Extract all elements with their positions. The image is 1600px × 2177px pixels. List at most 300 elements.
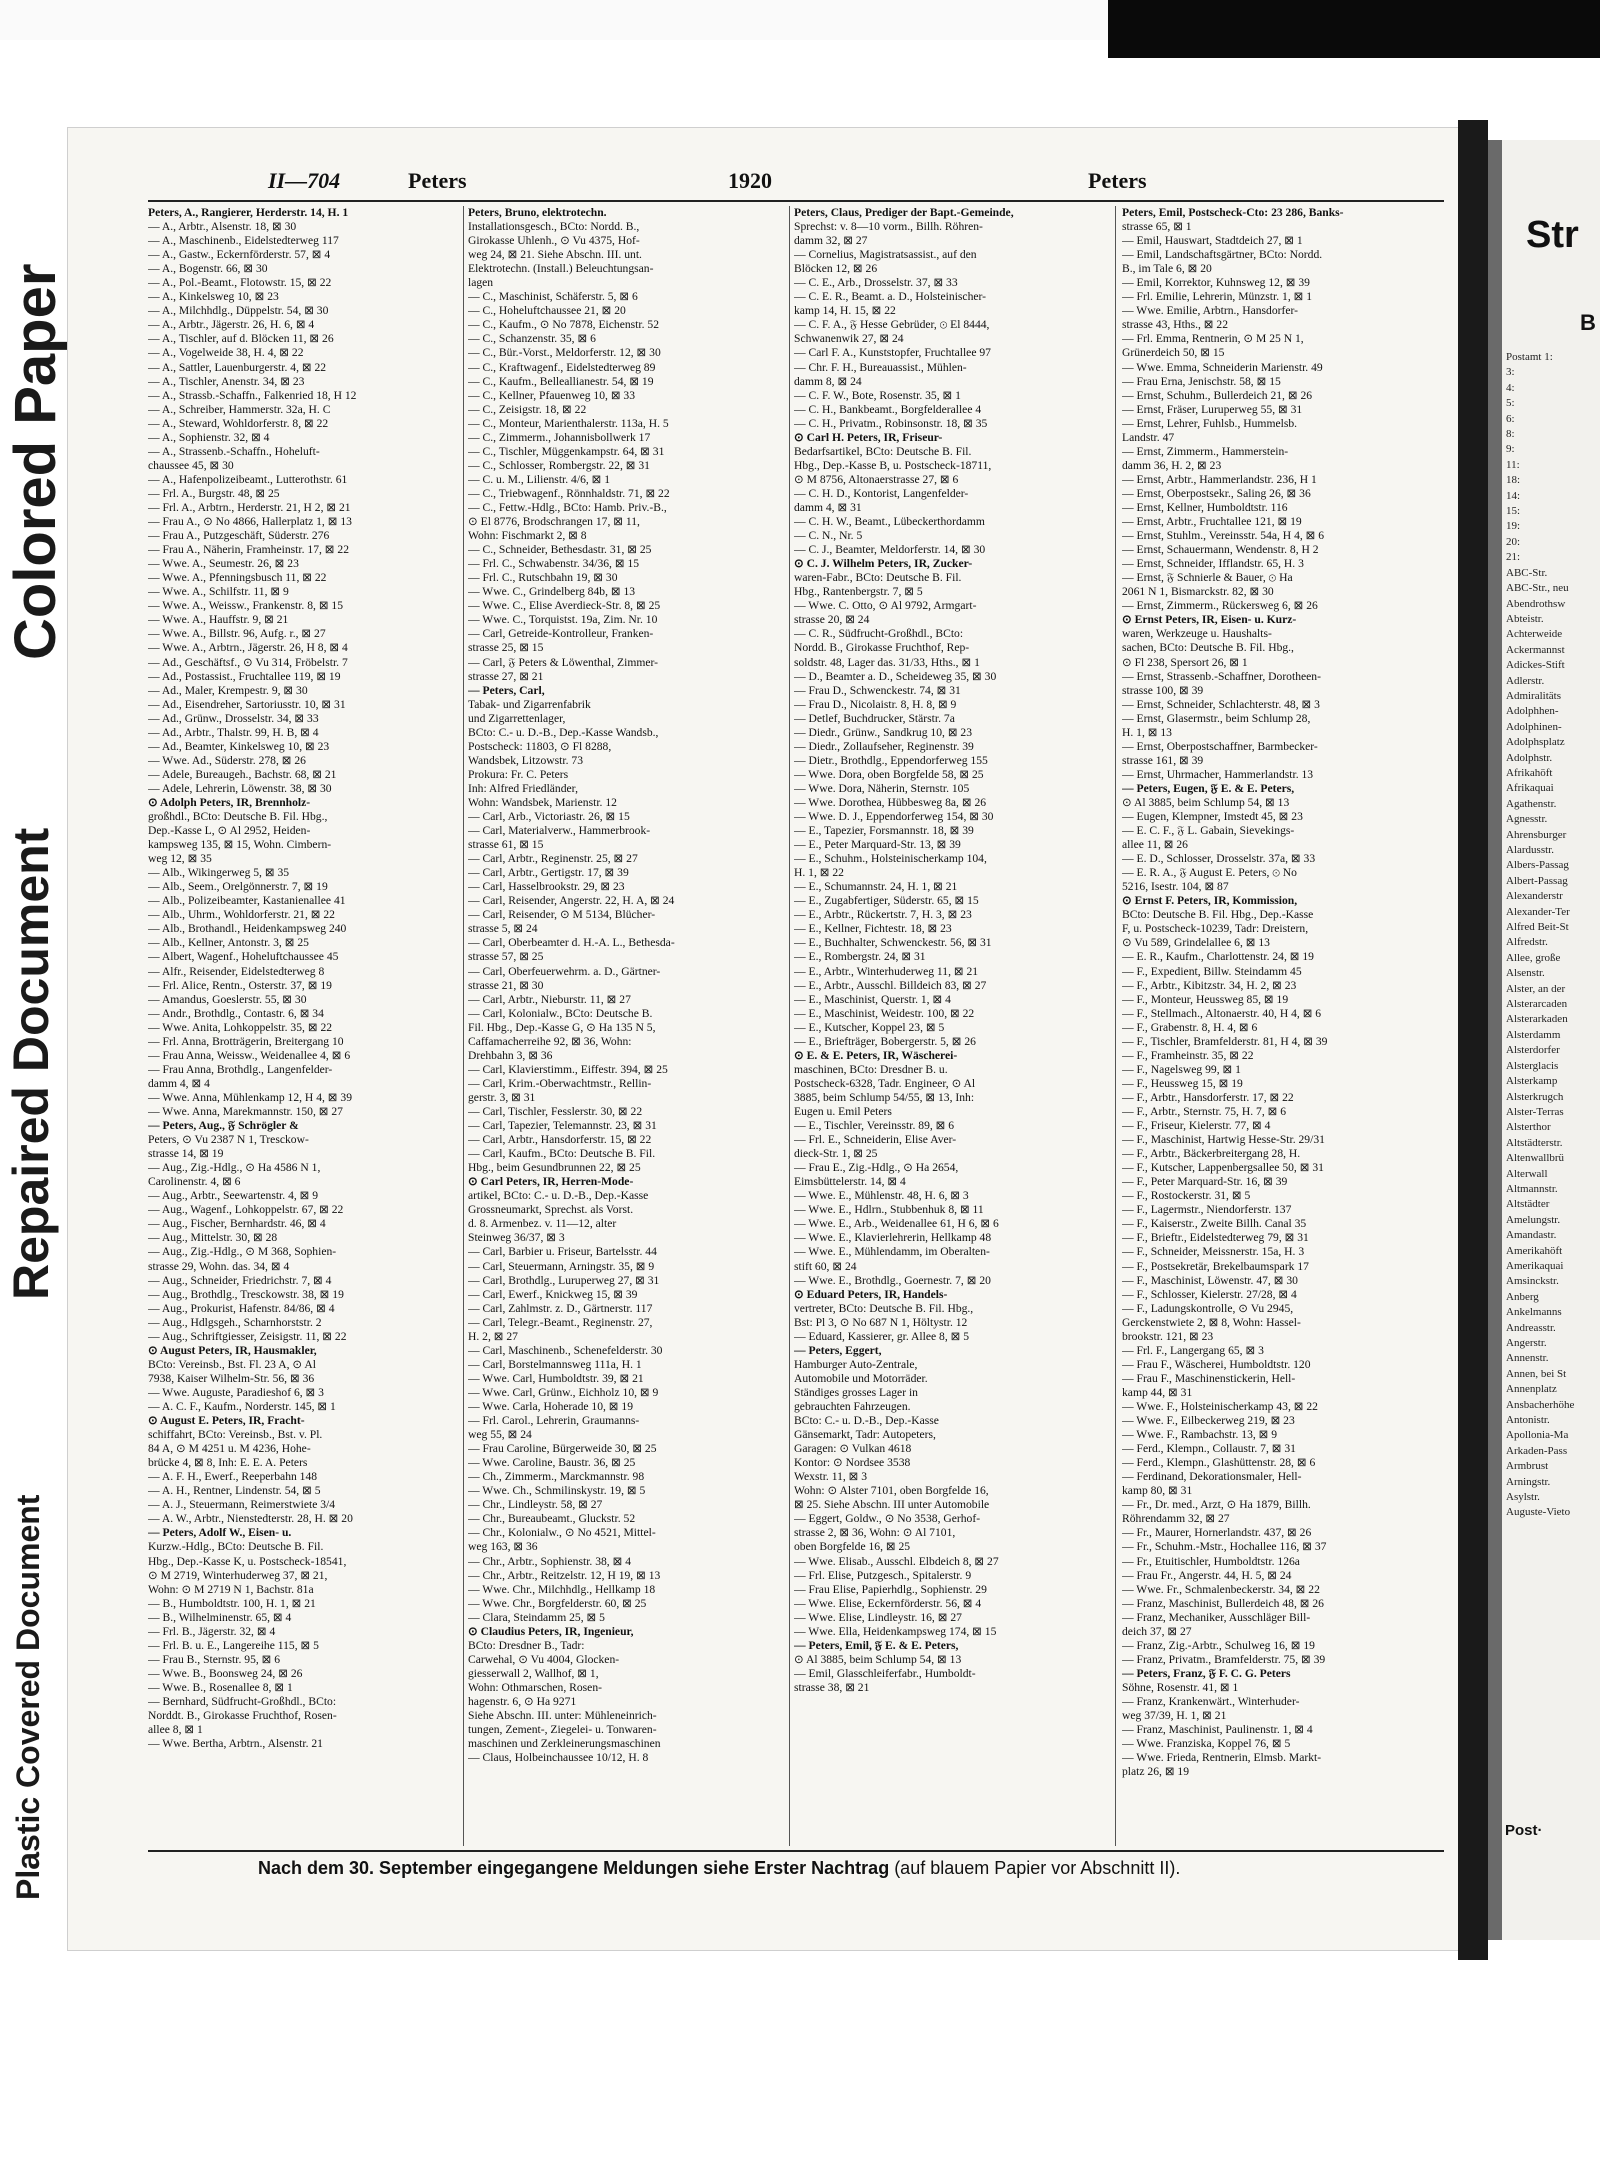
- directory-entry: — Ad., Beamter, Kinkelsweg 10, ⊠ 23: [148, 739, 330, 753]
- directory-entry: — Carl, Reisender, ⊙ M 5134, Blücher-: [468, 908, 656, 922]
- facing-page-signature: Post·: [1505, 1822, 1543, 1839]
- directory-entry: — Wwe. F., Rambachstr. 13, ⊠ 9: [1122, 1428, 1278, 1442]
- directory-entry: — Aug., Brothdlg., Tresckowstr. 38, ⊠ 19: [148, 1287, 344, 1301]
- directory-entry: — Carl, Brothdlg., Luruperweg 27, ⊠ 31: [468, 1273, 660, 1287]
- column-3: [794, 206, 1099, 1846]
- directory-entry: — Franz, Privatm., Bramfelderstr. 75, ⊠ 39: [1122, 1652, 1326, 1666]
- directory-entry: — Aug., Mittelstr. 30, ⊠ 28: [148, 1231, 278, 1245]
- directory-entry: — F., Monteur, Heussweg 85, ⊠ 19: [1122, 992, 1289, 1006]
- directory-entry: — Carl, Kolonialw., BCto: Deutsche B.: [468, 1006, 653, 1020]
- directory-entry: damm 4, ⊠ 4: [148, 1076, 210, 1090]
- directory-entry: H. 1, ⊠ 22: [794, 866, 844, 880]
- directory-entry: — Carl, Oberbeamter d. H.-A. L., Bethesda-: [468, 936, 675, 950]
- directory-entry: Siehe Abschn. III. unter: Mühleneinrich-: [468, 1709, 657, 1723]
- directory-entry: — Wwe. C., Elise Averdieck-Str. 8, ⊠ 25: [468, 599, 661, 613]
- directory-entry: — C. u. M., Lilienstr. 4/6, ⊠ 1: [468, 472, 611, 486]
- facing-page-entry: Alsterglacis: [1506, 1059, 1559, 1072]
- directory-entry: — Frl. C., Rutschbahn 19, ⊠ 30: [468, 571, 618, 585]
- directory-entry: BCto: Deutsche B. Fil. Hbg., Dep.-Kasse: [1122, 908, 1314, 922]
- directory-entry: damm 36, H. 2, ⊠ 23: [1122, 458, 1222, 472]
- directory-entry: — Wwe. Elise, Lindleystr. 16, ⊠ 27: [794, 1610, 962, 1624]
- directory-entry: Kurzw.-Hdlg., BCto: Deutsche B. Fil.: [148, 1540, 324, 1554]
- directory-entry: — Carl, Hasselbrookstr. 29, ⊠ 23: [468, 880, 625, 894]
- directory-entry: — Peters, Carl,: [468, 683, 545, 697]
- directory-entry: — Peters, Franz, 𝔉 F. C. G. Peters: [1122, 1666, 1291, 1680]
- facing-page-entry: ABC-Str.: [1506, 566, 1548, 579]
- directory-entry: — F., Arbtr., Bäckerbreitergang 28, H.: [1122, 1147, 1301, 1161]
- directory-entry: — C., Kraftwagenf., Eidelstedterweg 89: [468, 360, 656, 374]
- facing-page-entry: Alexanderstr: [1506, 890, 1563, 903]
- facing-page-entry: Agnesstr.: [1506, 813, 1548, 826]
- directory-entry: — Alb., Brothandl., Heidenkampsweg 240: [148, 922, 347, 936]
- facing-page-letter: B: [1580, 310, 1596, 335]
- directory-entry: — C. H., Privatm., Robinsonstr. 18, ⊠ 35: [794, 416, 988, 430]
- directory-entry: — Fr., Etuitischler, Humboldtstr. 126a: [1122, 1554, 1300, 1568]
- directory-entry: BCto: C.- u. D.-B., Dep.-Kasse Wandsb.,: [468, 725, 659, 739]
- directory-entry: — Wwe. Caroline, Baustr. 36, ⊠ 25: [468, 1456, 636, 1470]
- directory-entry: — A., Steward, Wohldorferstr. 8, ⊠ 22: [148, 416, 329, 430]
- directory-entry: — Fr., Maurer, Hornerlandstr. 437, ⊠ 26: [1122, 1526, 1312, 1540]
- directory-entry: Röhrendamm 32, ⊠ 27: [1122, 1512, 1230, 1526]
- facing-page-entry: Altstädter: [1506, 1198, 1550, 1211]
- directory-entry: — A., Hafenpolizeibeamt., Lutterothstr. 61: [148, 472, 348, 486]
- directory-entry: — C. J., Beamter, Meldorferstr. 14, ⊠ 30: [794, 543, 986, 557]
- directory-entry: — Carl, Oberfeuerwehrm. a. D., Gärtner-: [468, 964, 661, 978]
- directory-entry: und Zigarrettenlager,: [468, 711, 566, 725]
- directory-entry: — A., Sattler, Lauenburgerstr. 4, ⊠ 22: [148, 360, 327, 374]
- directory-entry: maschinen und Zerkleinerungsmaschinen: [468, 1737, 661, 1751]
- directory-entry: — Wwe. A., Arbtrn., Jägerstr. 26, H 8, ⊠ 4: [148, 641, 348, 655]
- directory-entry: — B., Wilhelminenstr. 65, ⊠ 4: [148, 1610, 292, 1624]
- directory-entry: — A., Maschinenb., Eidelstedterweg 117: [148, 234, 339, 248]
- facing-page-entry: Alsenstr.: [1506, 967, 1545, 980]
- directory-entry: — Carl, Krim.-Oberwachtmstr., Rellin-: [468, 1076, 652, 1090]
- directory-entry: — E., Schumannstr. 24, H. 1, ⊠ 21: [794, 880, 958, 894]
- facing-page-entry: Afrikaquai: [1506, 782, 1554, 795]
- directory-entry: — Frl. Carol., Lehrerin, Graumanns-: [468, 1414, 640, 1428]
- facing-page-entry: Annenstr.: [1506, 1352, 1549, 1365]
- directory-entry: — A., Tischler, auf d. Blöcken 11, ⊠ 26: [148, 332, 334, 346]
- directory-entry: F, u. Postscheck-10239, Tadr: Dreistern,: [1122, 922, 1309, 936]
- directory-entry: — Carl, Arbtr., Gertigstr. 17, ⊠ 39: [468, 866, 629, 880]
- directory-entry: strasse 161, ⊠ 39: [1122, 753, 1204, 767]
- directory-entry: — Eduard, Kassierer, gr. Allee 8, ⊠ 5: [794, 1329, 970, 1343]
- directory-entry: Postscheck-6328, Tadr. Engineer, ⊙ Al: [794, 1076, 976, 1090]
- directory-entry: — Carl, Ewerf., Knickweg 15, ⊠ 39: [468, 1287, 638, 1301]
- directory-entry: — Eugen, Klempner, Imstedt 45, ⊠ 23: [1122, 810, 1303, 824]
- directory-entry: — Detlef, Buchdrucker, Stärstr. 7a: [794, 711, 955, 725]
- directory-entry: — Carl, Reisender, Angerstr. 22, H. A, ⊠ 24: [468, 894, 675, 908]
- facing-page-entry: Adolphhen-: [1506, 705, 1559, 718]
- facing-page-title: Str: [1526, 214, 1579, 256]
- directory-entry: — Frl. B. u. E., Langereihe 115, ⊠ 5: [148, 1638, 319, 1652]
- directory-entry: kamp 80, ⊠ 31: [1122, 1484, 1193, 1498]
- directory-entry: — Carl, Barbier u. Friseur, Bartelsstr. 44: [468, 1245, 657, 1259]
- directory-entry: — A. C. F., Kaufm., Norderstr. 145, ⊠ 1: [148, 1399, 336, 1413]
- directory-entry: — Frau A., ⊙ No 4866, Hallerplatz 1, ⊠ 13: [148, 515, 352, 529]
- directory-entry: — Wwe. C. Otto, ⊙ Al 9792, Armgart-: [794, 599, 977, 613]
- facing-page-entry: Annenplatz: [1506, 1383, 1557, 1396]
- directory-entry: — Wwe. Frieda, Rentnerin, Elmsb. Markt-: [1122, 1751, 1322, 1765]
- directory-entry: — Ernst, Strassenb.-Schaffner, Dorotheen-: [1122, 669, 1321, 683]
- directory-entry: Bedarfsartikel, BCto: Deutsche B. Fil.: [794, 444, 972, 458]
- facing-page-entry: 11:: [1506, 458, 1520, 471]
- directory-entry: Hbg., Rantenbergstr. 7, ⊠ 5: [794, 585, 923, 599]
- directory-entry: Wohn: ⊙ Alster 7101, oben Borgfelde 16,: [794, 1484, 989, 1498]
- directory-entry: — E., Peter Marquard-Str. 13, ⊠ 39: [794, 838, 961, 852]
- directory-entry: — Ad., Grünw., Drosselstr. 34, ⊠ 33: [148, 711, 319, 725]
- directory-entry: lagen: [468, 276, 494, 290]
- facing-page-entry: Adolphinen-: [1506, 720, 1562, 733]
- directory-entry: — Ch., Zimmerm., Marckmannstr. 98: [468, 1470, 645, 1484]
- directory-entry: — Emil, Korrektor, Kuhnsweg 12, ⊠ 39: [1122, 276, 1310, 290]
- column-divider: [1115, 206, 1116, 1846]
- facing-page-entry: Afrikahöft: [1506, 766, 1553, 779]
- directory-entry: — A. W., Arbtr., Nienstedterstr. 28, H. ⊠ 20: [148, 1512, 353, 1526]
- directory-entry: — Carl, Tapezier, Telemannstr. 23, ⊠ 31: [468, 1119, 657, 1133]
- directory-entry: — F., Lagermstr., Niendorferstr. 137: [1122, 1203, 1292, 1217]
- facing-page-entry: 20:: [1506, 535, 1521, 548]
- directory-entry: Caffamacherreihe 92, ⊠ 36, Wohn:: [468, 1034, 632, 1048]
- facing-page-entry: 21:: [1506, 551, 1521, 564]
- directory-entry: damm 8, ⊠ 24: [794, 374, 862, 388]
- directory-entry: — E. R. A., 𝔉 August E. Peters, ⊙ No: [1122, 866, 1297, 880]
- directory-entry: — C., Bür.-Vorst., Meldorferstr. 12, ⊠ 30: [468, 346, 661, 360]
- directory-entry: brookstr. 121, ⊠ 23: [1122, 1329, 1214, 1343]
- directory-entry: strasse 43, Hths., ⊠ 22: [1122, 318, 1229, 332]
- directory-entry: — Frl. A., Burgstr. 48, ⊠ 25: [148, 486, 280, 500]
- directory-entry: Inh: Alfred Friedländer,: [468, 781, 578, 795]
- directory-entry: — Ad., Eisendreher, Sartoriusstr. 10, ⊠ 31: [148, 697, 346, 711]
- directory-entry: — Bernhard, Südfrucht-Großhdl., BCto:: [148, 1694, 337, 1708]
- facing-page-entry: Alster-Terras: [1506, 1105, 1564, 1118]
- facing-page-entry: Alsterarkaden: [1506, 1013, 1568, 1026]
- facing-page-entry: Adlerstr.: [1506, 674, 1545, 687]
- directory-entry: — Franz, Krankenwärt., Winterhuder-: [1122, 1694, 1300, 1708]
- directory-entry: — Ernst, Oberpostschaffner, Barmbecker-: [1122, 739, 1318, 753]
- directory-entry: weg 24, ⊠ 21. Siehe Abschn. III. unt.: [468, 248, 642, 262]
- book-binding: [1458, 120, 1488, 1960]
- directory-entry: — Ernst, 𝔉 Schnierle & Bauer, ⊙ Ha: [1122, 571, 1293, 585]
- directory-entry: weg 12, ⊠ 35: [148, 852, 212, 866]
- directory-entry: — Carl, Kaufm., BCto: Deutsche B. Fil.: [468, 1147, 656, 1161]
- directory-entry: — F., Expedient, Billw. Steindamm 45: [1122, 964, 1302, 978]
- directory-entry: — C., Triebwagenf., Rönnhaldstr. 71, ⊠ 22: [468, 486, 670, 500]
- directory-entry: — Wwe. C., Torquistst. 19a, Zim. Nr. 10: [468, 613, 658, 627]
- directory-entry: soldstr. 48, Lager das. 31/33, Hths., ⊠ 1: [794, 655, 980, 669]
- footer-note-rest: (auf blauem Papier vor Abschnitt II).: [889, 1858, 1181, 1878]
- directory-entry: — C., Kaufm., ⊙ No 7878, Eichenstr. 52: [468, 318, 660, 332]
- directory-entry: — C. F. W., Bote, Rosenstr. 35, ⊠ 1: [794, 388, 961, 402]
- directory-entry: weg 163, ⊠ 36: [468, 1540, 538, 1554]
- directory-entry: oben Borgfelde 16, ⊠ 25: [794, 1540, 911, 1554]
- directory-entry: — C. E., Arb., Drosselstr. 37, ⊠ 33: [794, 276, 958, 290]
- facing-page-entry: Auguste-Vieto: [1506, 1506, 1571, 1519]
- directory-entry: Drehbahn 3, ⊠ 36: [468, 1048, 553, 1062]
- directory-entry: — Frl. Elise, Putzgesch., Spitalerstr. 9: [794, 1568, 972, 1582]
- directory-entry: — Ad., Postassist., Fruchtallee 119, ⊠ 19: [148, 669, 341, 683]
- directory-entry: — F., Postsekretär, Brekelbaumspark 17: [1122, 1259, 1309, 1273]
- directory-entry: — C. E. R., Beamt. a. D., Holsteinischer-: [794, 290, 986, 304]
- directory-entry: — C., Monteur, Marienthalerstr. 113a, H. 5: [468, 416, 669, 430]
- directory-entry: 3885, beim Schlump 54/55, ⊠ 13, Inh:: [794, 1090, 975, 1104]
- directory-entry: Girokasse Uhlenh., ⊙ Vu 4375, Hof-: [468, 234, 640, 248]
- directory-entry: 84 A, ⊙ M 4251 u. M 4236, Hohe-: [148, 1442, 311, 1456]
- directory-entry: — F., Arbtr., Sternstr. 75, H. 7, ⊠ 6: [1122, 1105, 1287, 1118]
- directory-entry: — Frl. C., Schwabenstr. 34/36, ⊠ 15: [468, 557, 640, 571]
- directory-entry: — Wwe. B., Rosenallee 8, ⊠ 1: [148, 1680, 293, 1694]
- facing-page-entry: Abteistr.: [1506, 612, 1544, 625]
- directory-entry: — F., Arbtr., Kibitzstr. 34, H. 2, ⊠ 23: [1122, 978, 1297, 992]
- directory-entry: — F., Heussweg 15, ⊠ 19: [1122, 1076, 1243, 1090]
- directory-entry: — F., Arbtr., Hansdorferstr. 17, ⊠ 22: [1122, 1090, 1294, 1104]
- directory-entry: Peters, Emil, Postscheck-Cto: 23 286, Banks-: [1122, 206, 1344, 219]
- directory-entry: — A., Strassb.-Schaffn., Falkenried 18, H 12: [148, 388, 357, 402]
- directory-entry: — Wwe. F., Holsteinischerkamp 43, ⊠ 22: [1122, 1399, 1318, 1413]
- directory-entry: Hbg., beim Gesundbrunnen 22, ⊠ 25: [468, 1161, 641, 1175]
- directory-entry: — Ernst, Lehrer, Fuhlsb., Hummelsb.: [1122, 416, 1298, 430]
- directory-entry: — Wwe. E., Arb., Weidenallee 61, H 6, ⊠ 6: [794, 1217, 999, 1231]
- facing-page-entry: Alsterarcaden: [1506, 998, 1568, 1011]
- directory-entry: — Wwe. Dora, oben Borgfelde 58, ⊠ 25: [794, 767, 984, 781]
- directory-entry: artikel, BCto: C.- u. D.-B., Dep.-Kasse: [468, 1189, 649, 1203]
- directory-entry: Wohn: Wandsbek, Marienstr. 12: [468, 795, 617, 809]
- facing-page-entry: Amsinckstr.: [1506, 1275, 1559, 1288]
- directory-entry: kampsweg 135, ⊠ 15, Wohn. Cimbern-: [148, 838, 332, 852]
- directory-entry: — E. D., Schlosser, Drosselstr. 37a, ⊠ 33: [1122, 852, 1316, 866]
- colored-paper-label: Colored Paper: [3, 263, 68, 660]
- directory-entry: — E., Tapezier, Forsmannstr. 18, ⊠ 39: [794, 824, 974, 838]
- directory-entry: — E., Kellner, Fichtestr. 18, ⊠ 23: [794, 922, 952, 936]
- directory-entry: — E. C. F., 𝔉 L. Gabain, Sievekings-: [1122, 824, 1295, 838]
- directory-entry: Automobile und Motorräder.: [794, 1371, 928, 1385]
- directory-entry: waren, Werkzeuge u. Haushalts-: [1122, 627, 1272, 641]
- facing-page-entry: Alardusstr.: [1506, 844, 1554, 856]
- directory-entry: Steinweg 36/37, ⊠ 3: [468, 1231, 565, 1245]
- directory-entry: vertreter, BCto: Deutsche B. Fil. Hbg.,: [794, 1301, 974, 1315]
- directory-entry: ⊙ Vu 589, Grindelallee 6, ⊠ 13: [1122, 936, 1270, 950]
- facing-page-list: [1506, 350, 1600, 1521]
- directory-entry: ⊙ Claudius Peters, IR, Ingenieur,: [468, 1624, 634, 1638]
- directory-entry: strasse 25, ⊠ 15: [468, 641, 544, 655]
- directory-entry: — Ernst, Stuhlm., Vereinsstr. 54a, H 4, ⊠ 6: [1122, 529, 1325, 543]
- facing-page-entry: Postamt 1:: [1506, 351, 1553, 363]
- directory-entry: — Ernst, Oberpostsekr., Saling 26, ⊠ 36: [1122, 486, 1311, 500]
- directory-entry: — Frl. Emma, Rentnerin, ⊙ M 25 N 1,: [1122, 332, 1304, 346]
- plastic-covered-label: Plastic Covered Document: [10, 1494, 46, 1900]
- directory-entry: strasse 100, ⊠ 39: [1122, 683, 1204, 697]
- directory-entry: — C., Kellner, Pfauenweg 10, ⊠ 33: [468, 388, 636, 402]
- facing-page-entry: Ansbacherhöhe: [1506, 1398, 1575, 1411]
- directory-entry: — F., Stellmach., Altonaerstr. 40, H 4, ⊠ 6: [1122, 1006, 1322, 1020]
- column-4: [1122, 206, 1427, 1846]
- directory-entry: Ständiges grosses Lager in: [794, 1385, 918, 1399]
- facing-page-entry: Annen, bei St: [1506, 1367, 1567, 1380]
- directory-entry: — Wwe. E., Mühlenstr. 48, H. 6, ⊠ 3: [794, 1189, 969, 1203]
- directory-entry: — Frau Anna, Brothdlg., Langenfelder-: [148, 1062, 333, 1076]
- directory-entry: Wohn: Fischmarkt 2, ⊠ 8: [468, 529, 587, 543]
- directory-entry: — Ad., Maler, Krempestr. 9, ⊠ 30: [148, 683, 308, 697]
- directory-entry: BCto: C.- u. D.-B., Dep.-Kasse: [794, 1414, 939, 1428]
- directory-entry: — C. F. A., 𝔉 Hesse Gebrüder, ⊙ El 8444,: [794, 318, 990, 332]
- directory-entry: BCto: Vereinsb., Bst. Fl. 23 A, ⊙ Al: [148, 1357, 316, 1371]
- directory-entry: — E., Briefträger, Bobergerstr. 5, ⊠ 26: [794, 1034, 976, 1048]
- facing-page-entry: Alexander-Ter: [1506, 905, 1570, 918]
- directory-entry: Hbg., Dep.-Kasse B, u. Postscheck-18711,: [794, 458, 992, 472]
- directory-entry: — Aug., Fischer, Bernhardstr. 46, ⊠ 4: [148, 1217, 326, 1231]
- directory-entry: weg 37/39, H. 1, ⊠ 21: [1122, 1709, 1227, 1723]
- repaired-document-label: Repaired Document: [3, 827, 59, 1300]
- directory-entry: — Ernst, Fräser, Luruperweg 55, ⊠ 31: [1122, 402, 1303, 416]
- directory-entry: Eugen u. Emil Peters: [794, 1105, 892, 1118]
- directory-entry: — B., Humboldtstr. 100, H. 1, ⊠ 21: [148, 1596, 316, 1610]
- directory-entry: ⊠ 25. Siehe Abschn. III unter Automobile: [794, 1498, 990, 1512]
- directory-entry: strasse 61, ⊠ 15: [468, 838, 544, 852]
- directory-entry: — Franz, Maschinist, Bullerdeich 48, ⊠ 26: [1122, 1596, 1324, 1610]
- directory-entry: strasse 38, ⊠ 21: [794, 1680, 870, 1694]
- facing-page-entry: Abendrothsw: [1506, 597, 1566, 610]
- directory-entry: — Ernst, Arbtr., Hammerlandstr. 236, H 1: [1122, 472, 1317, 486]
- directory-entry: — Carl, Arbtr., Reginenstr. 25, ⊠ 27: [468, 852, 638, 866]
- facing-page-entry: Andreasstr.: [1506, 1321, 1556, 1334]
- directory-entry: — Ernst, Arbtr., Fruchtallee 121, ⊠ 19: [1122, 515, 1302, 529]
- facing-page-entry: 8:: [1506, 428, 1515, 441]
- directory-entry: platz 26, ⊠ 19: [1122, 1765, 1190, 1779]
- facing-page-entry: Amerikahöft: [1506, 1244, 1563, 1257]
- directory-entry: — Eggert, Goldw., ⊙ No 3538, Gerhof-: [794, 1512, 981, 1526]
- directory-entry: — Ernst, Schneider, Ifflandstr. 65, H. 3: [1122, 557, 1304, 571]
- directory-entry: Gänsemarkt, Tadr: Autopeters,: [794, 1428, 936, 1442]
- directory-entry: — Chr., Arbtr., Reitzelstr. 12, H 19, ⊠ 13: [468, 1568, 661, 1582]
- directory-entry: — C. H. D., Kontorist, Langenfelder-: [794, 486, 969, 500]
- directory-entry: — F., Nagelsweg 99, ⊠ 1: [1122, 1062, 1241, 1076]
- directory-entry: — Carl, Klavierstimm., Eiffestr. 394, ⊠ 25: [468, 1062, 668, 1076]
- directory-entry: — Wwe. A., Billstr. 96, Aufg. r., ⊠ 27: [148, 627, 326, 641]
- directory-entry: stift 60, ⊠ 24: [794, 1259, 857, 1273]
- facing-page-entry: Apollonia-Ma: [1506, 1429, 1569, 1442]
- directory-entry: strasse 2, ⊠ 36, Wohn: ⊙ Al 7101,: [794, 1526, 956, 1540]
- facing-page-entry: Adolphsplatz: [1506, 736, 1565, 749]
- directory-entry: — Fr., Schuhm.-Mstr., Hochallee 116, ⊠ 37: [1122, 1540, 1327, 1554]
- directory-entry: — A., Schreiber, Hammerstr. 32a, H. C: [148, 402, 331, 416]
- directory-entry: Sprechst: v. 8—10 vorm., Billh. Röhren-: [794, 220, 983, 234]
- directory-entry: — E., Buchhalter, Schwenckestr. 56, ⊠ 31: [794, 936, 992, 950]
- facing-page-entry: Alsterthor: [1506, 1121, 1551, 1134]
- directory-entry: weg 55, ⊠ 24: [468, 1428, 532, 1442]
- facing-page-entry: Adickes-Stift: [1506, 659, 1565, 672]
- directory-entry: — Wwe. Elise, Eckernförderstr. 56, ⊠ 4: [794, 1596, 982, 1610]
- facing-page-entry: 18:: [1506, 474, 1521, 487]
- directory-entry: Postscheck: 11803, ⊙ Fl 8288,: [468, 739, 612, 753]
- facing-page-entry: 6:: [1506, 412, 1515, 425]
- directory-columns: [148, 206, 1444, 1856]
- directory-entry: — Carl, Materialverw., Hammerbrook-: [468, 824, 651, 838]
- facing-page-entry: Albers-Passag: [1506, 859, 1569, 872]
- facing-page-entry: 14:: [1506, 489, 1521, 502]
- directory-entry: Schwanenwik 27, ⊠ 24: [794, 332, 904, 346]
- directory-entry: Hbg., Dep.-Kasse K, u. Postscheck-18541,: [148, 1554, 347, 1568]
- facing-page-entry: Antonistr.: [1506, 1414, 1550, 1427]
- directory-entry: — Aug., Prokurist, Hafenstr. 84/86, ⊠ 4: [148, 1301, 335, 1315]
- directory-entry: — A., Tischler, Anenstr. 34, ⊠ 23: [148, 374, 305, 388]
- directory-entry: — Ferd., Klempn., Collaustr. 7, ⊠ 31: [1122, 1442, 1296, 1456]
- directory-entry: brücke 4, ⊠ 8, Inh: E. E. A. Peters: [148, 1456, 308, 1470]
- directory-entry: — Adele, Lehrerin, Löwenstr. 38, ⊠ 30: [148, 781, 332, 795]
- directory-entry: — Wwe. Anita, Lohkoppelstr. 35, ⊠ 22: [148, 1020, 333, 1034]
- directory-entry: — A., Pol.-Beamt., Flotowstr. 15, ⊠ 22: [148, 276, 332, 290]
- directory-entry: — Wwe. E., Hdlrn., Stubbenhuk 8, ⊠ 11: [794, 1203, 984, 1217]
- directory-entry: waren-Fabr., BCto: Deutsche B. Fil.: [794, 571, 962, 585]
- facing-page-entry: Alsterkrugch: [1506, 1090, 1564, 1103]
- directory-entry: — F., Kaiserstr., Zweite Billh. Canal 35: [1122, 1217, 1307, 1231]
- directory-entry: — Ferdinand, Dekorationsmaler, Hell-: [1122, 1470, 1302, 1484]
- directory-entry: Carwehal, ⊙ Vu 4004, Glocken-: [468, 1652, 620, 1666]
- directory-entry: — F., Maschinist, Löwenstr. 47, ⊠ 30: [1122, 1273, 1298, 1287]
- directory-entry: — Carl F. A., Kunststopfer, Fruchtallee 97: [794, 346, 991, 360]
- directory-entry: kamp 44, ⊠ 31: [1122, 1385, 1193, 1399]
- directory-entry: strasse 27, ⊠ 21: [468, 669, 544, 683]
- directory-entry: chaussee 45, ⊠ 30: [148, 458, 234, 472]
- directory-entry: — Franz, Mechaniker, Ausschläger Bill-: [1122, 1610, 1311, 1624]
- facing-page-entry: Agathenstr.: [1506, 797, 1557, 810]
- directory-entry: — F., Tischler, Bramfelderstr. 81, H 4, ⊠ 39: [1122, 1034, 1328, 1048]
- facing-page-entry: 19:: [1506, 520, 1521, 533]
- facing-page-entry: Amerikaquai: [1506, 1259, 1564, 1272]
- directory-entry: Peters, A., Rangierer, Herderstr. 14, H. 1: [148, 206, 349, 219]
- directory-entry: — Alb., Seem., Orelgönnerstr. 7, ⊠ 19: [148, 880, 328, 894]
- directory-entry: — Diedr., Grünw., Sandkrug 10, ⊠ 23: [794, 725, 973, 739]
- directory-entry: Peters, Bruno, elektrotechn.: [468, 206, 607, 219]
- directory-entry: — Ernst, Zimmerm., Rückersweg 6, ⊠ 26: [1122, 599, 1318, 613]
- facing-page-entry: Ankelmanns: [1506, 1306, 1562, 1319]
- directory-entry: kamp 14, H. 15, ⊠ 22: [794, 304, 896, 318]
- facing-page-entry: Alster, an der: [1506, 982, 1566, 995]
- directory-entry: — Amandus, Goeslerstr. 55, ⊠ 30: [148, 992, 307, 1006]
- directory-entry: — Carl, Borstelmannsweg 111a, H. 1: [468, 1357, 642, 1371]
- facing-page-entry: Angerstr.: [1506, 1337, 1547, 1349]
- directory-entry: — C., Schanzenstr. 35, ⊠ 6: [468, 332, 596, 346]
- directory-entry: — E. R., Kaufm., Charlottenstr. 24, ⊠ 19: [1122, 950, 1314, 964]
- directory-entry: — Wwe. Ella, Heidenkampsweg 174, ⊠ 15: [794, 1624, 997, 1638]
- directory-entry: — Alb., Kellner, Antonstr. 3, ⊠ 25: [148, 936, 309, 950]
- directory-entry: — Frau D., Nicolaistr. 8, H. 8, ⊠ 9: [794, 697, 957, 711]
- directory-entry: — Chr., Bureaubeamt., Gluckstr. 52: [468, 1512, 636, 1526]
- directory-entry: — Ernst, Schneider, Schlachterstr. 48, ⊠ 3: [1122, 697, 1320, 711]
- directory-entry: allee 8, ⊠ 1: [148, 1723, 203, 1737]
- footer-note: [258, 1858, 1180, 1879]
- directory-entry: — Ad., Arbtr., Thalstr. 99, H. B, ⊠ 4: [148, 725, 319, 739]
- directory-entry: — Wwe. A., Hauffstr. 9, ⊠ 21: [148, 613, 289, 627]
- footer-note-bold: Nach dem 30. September eingegangene Meldungen siehe Erster Nachtrag: [258, 1858, 890, 1878]
- facing-page: [1502, 140, 1600, 1940]
- facing-page-entry: Admiralitäts: [1506, 689, 1561, 702]
- directory-entry: — C. N., Nr. 5: [794, 529, 863, 543]
- directory-entry: — F., Ladungskontrolle, ⊙ Vu 2945,: [1122, 1301, 1294, 1315]
- directory-entry: — Peters, Eugen, 𝔉 E. & E. Peters,: [1122, 781, 1295, 795]
- directory-entry: strasse 65, ⊠ 1: [1122, 220, 1192, 234]
- directory-entry: — Wwe. A., Pfenningsbusch 11, ⊠ 22: [148, 571, 327, 585]
- directory-entry: — E., Kutscher, Koppel 23, ⊠ 5: [794, 1020, 945, 1034]
- directory-entry: ⊙ Carl H. Peters, IR, Friseur-: [794, 430, 943, 444]
- directory-entry: — Fr., Dr. med., Arzt, ⊙ Ha 1879, Billh.: [1122, 1498, 1311, 1512]
- directory-entry: — Wwe. Chr., Borgfelderstr. 60, ⊠ 25: [468, 1596, 647, 1610]
- facing-page-entry: 4:: [1506, 381, 1515, 394]
- directory-entry: — Frl. Anna, Brotträgerin, Breitergang 10: [148, 1034, 344, 1048]
- facing-page-entry: Altmannstr.: [1506, 1182, 1558, 1195]
- directory-entry: — Frl. A., Arbtrn., Herderstr. 21, H 2, ⊠ 21: [148, 500, 351, 514]
- directory-entry: ⊙ Al 3885, beim Schlump 54, ⊠ 13: [1122, 795, 1290, 809]
- directory-entry: — Chr. F. H., Bureauassist., Mühlen-: [794, 360, 967, 374]
